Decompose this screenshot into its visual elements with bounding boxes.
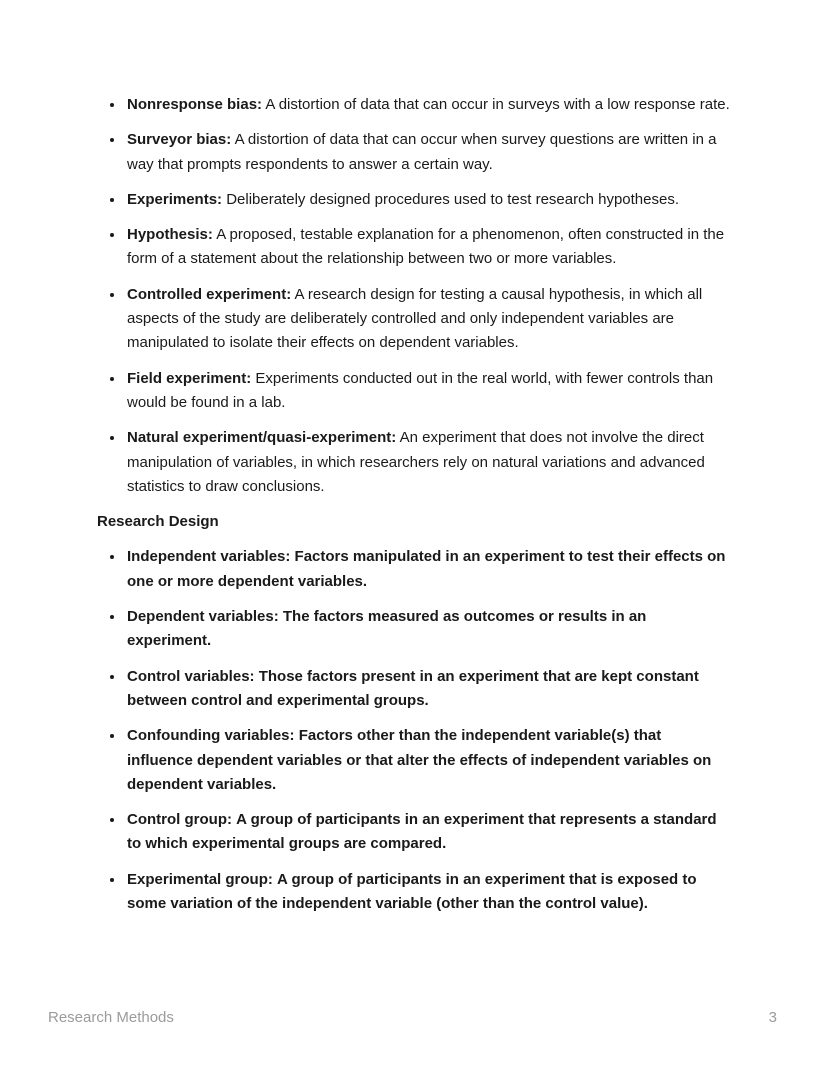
definition-text: Deliberately designed procedures used to test research hypotheses. <box>226 190 679 208</box>
list-item <box>125 605 731 654</box>
definition-text: The factors measured as outcomes or results in an experiment. <box>127 608 647 650</box>
definition-text: A research design for testing a causal hypothesis, in which all aspects of the study are deliberately controlled and only independent variables are manipulated to isolate their effects on dependent variables. <box>127 285 703 352</box>
list-item <box>125 93 731 117</box>
list-item <box>125 724 731 797</box>
term-text: Confounding variables: <box>127 727 295 745</box>
definition-text: A distortion of data that can occur when survey questions are written in a way that prompts respondents to answer a certain way. <box>127 131 717 173</box>
definition-text: Factors other than the independent variable(s) that influence dependent variables or that alter the effects of independent variables on dependent variables. <box>127 727 712 793</box>
list-item <box>125 128 731 177</box>
term-text: Control variables: <box>127 667 255 685</box>
term-text: Dependent variables: <box>127 608 279 626</box>
definition-text: Those factors present in an experiment that are kept constant between control and experimental groups. <box>127 667 699 709</box>
definition-text: A group of participants in an experiment that is exposed to some variation of the independent variable (other than the control value). <box>127 870 697 913</box>
definition-text: Factors manipulated in an experiment to test their effects on one or more dependent variables. <box>127 548 726 590</box>
list-item <box>125 868 731 917</box>
section-heading: Research Design <box>97 513 219 531</box>
list-item <box>125 188 731 212</box>
definition-text: Experiments conducted out in the real world, with fewer controls than would be found in a lab. <box>127 369 714 411</box>
bullet-list-glossary <box>97 93 731 499</box>
term-text: Control group: <box>127 811 232 829</box>
definition-text: A group of participants in an experiment that represents a standard to which experimental groups are compared. <box>127 811 717 853</box>
list-item <box>125 665 731 714</box>
term-text: Nonresponse bias: <box>127 96 263 113</box>
list-item <box>125 545 731 594</box>
definition-text: A distortion of data that can occur in surveys with a low response rate. <box>265 96 730 113</box>
term-text: Surveyor bias: <box>127 131 232 149</box>
term-text: Field experiment: <box>127 369 252 387</box>
list-item <box>125 367 731 416</box>
term-text: Experiments: <box>127 190 223 208</box>
footer-page-number: 3 <box>768 1009 777 1026</box>
footer <box>48 1008 777 1028</box>
term-text: Experimental group: <box>127 870 273 888</box>
document-body <box>97 93 731 927</box>
definition-text: A proposed, testable explanation for a phenomenon, often constructed in the form of a statement about the relationship between two or more variables. <box>127 226 725 268</box>
term-text: Independent variables: <box>127 548 291 566</box>
list-item <box>125 223 731 272</box>
list-item <box>125 808 731 857</box>
list-item <box>125 283 731 356</box>
definition-text: An experiment that does not involve the direct manipulation of variables, in which researchers rely on natural variations and advanced statistics to draw conclusions. <box>127 429 705 495</box>
term-text: Natural experiment/quasi-experiment: <box>127 429 397 447</box>
bullet-list-research-design <box>97 545 731 916</box>
list-item <box>125 426 731 499</box>
footer-document-title: Research Methods <box>48 1009 174 1026</box>
term-text: Hypothesis: <box>127 226 213 244</box>
term-text: Controlled experiment: <box>127 285 292 303</box>
